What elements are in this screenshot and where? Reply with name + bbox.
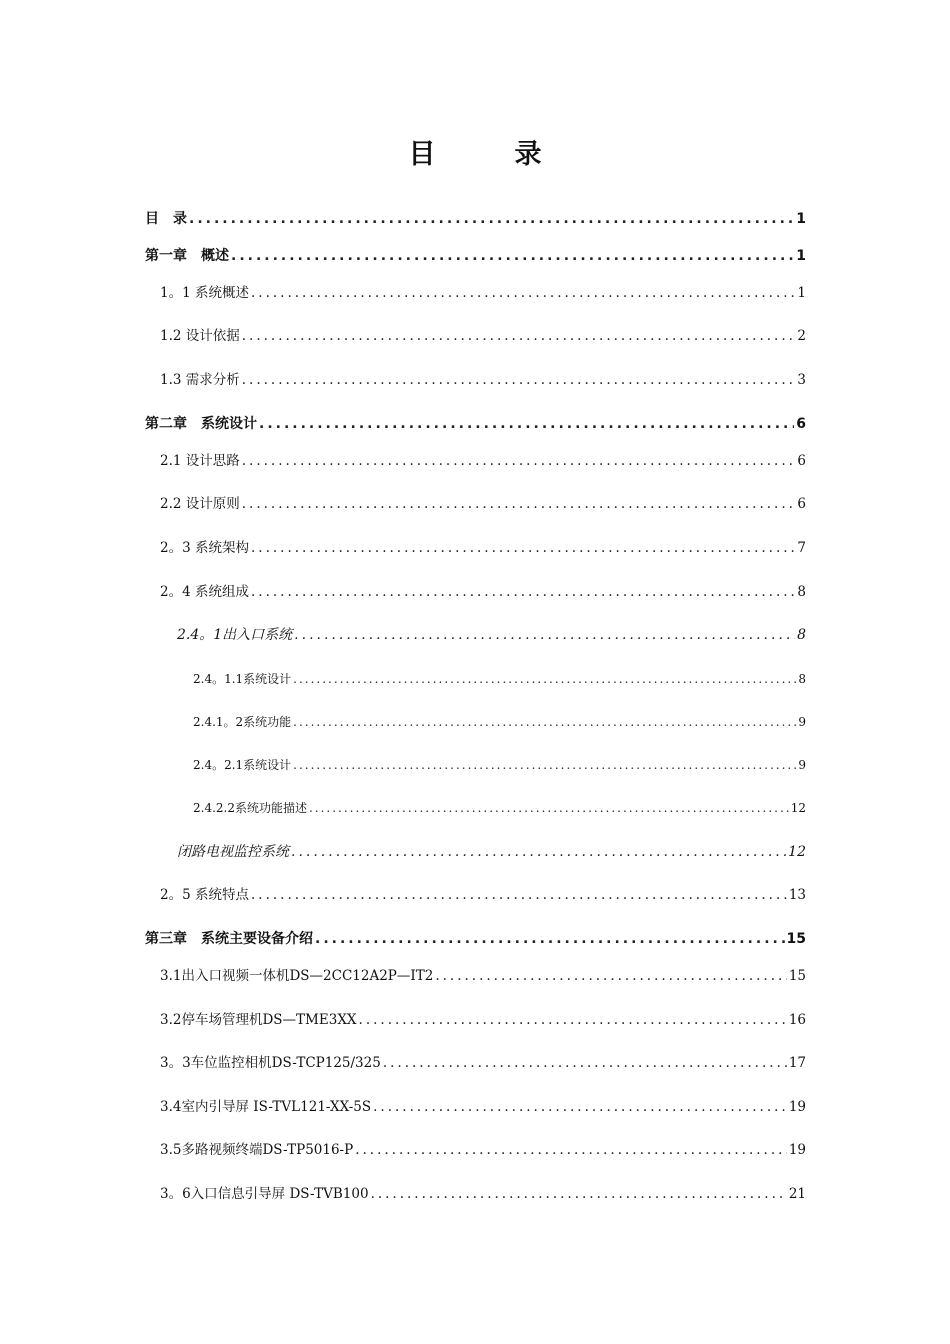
toc-entry-page: 15	[786, 931, 806, 947]
toc-entry-label: 2.1 设计思路	[160, 453, 240, 469]
toc-entry-page: 19	[788, 1142, 806, 1158]
toc-entry[interactable]	[160, 964, 806, 988]
toc-entry-label: 2.4。2.1系统设计	[193, 758, 292, 772]
toc-entry[interactable]	[160, 536, 806, 560]
toc-entry-page: 9	[798, 758, 806, 772]
toc-entry-page: 12	[790, 801, 806, 815]
toc-entry-page: 8	[797, 627, 806, 643]
toc-leader-dots	[242, 449, 796, 473]
toc-leader-dots	[293, 710, 796, 734]
toc-leader-dots	[251, 883, 787, 907]
toc-entry[interactable]	[145, 927, 806, 951]
toc-entry[interactable]	[177, 840, 806, 864]
toc-leader-dots	[189, 207, 794, 231]
toc-entry-label: 3.5多路视频终端DS-TP5016-P	[160, 1142, 354, 1158]
toc-entry-label: 3。6入口信息引导屏 DS-TVB100	[160, 1186, 369, 1202]
toc-leader-dots	[359, 1008, 787, 1032]
toc-leader-dots	[315, 927, 785, 951]
toc-entry-page: 21	[788, 1186, 806, 1202]
toc-entry-page: 12	[788, 844, 806, 860]
toc-entry[interactable]	[145, 244, 806, 268]
toc-entry-page: 13	[788, 887, 806, 903]
toc-leader-dots	[251, 281, 795, 305]
toc-entry-page: 17	[788, 1055, 806, 1071]
toc-entry-page: 6	[796, 416, 806, 432]
toc-entry-page: 19	[788, 1099, 806, 1115]
toc-entry[interactable]	[160, 1008, 806, 1032]
toc-leader-dots	[291, 840, 786, 864]
toc-entry-label: 3.4室内引导屏 IS-TVL121-XX-5S	[160, 1099, 372, 1115]
toc-leader-dots	[242, 324, 796, 348]
toc-entry[interactable]	[160, 580, 806, 604]
toc-entry-page: 7	[797, 540, 806, 556]
toc-entry-label: 3。3车位监控相机DS-TCP125/325	[160, 1055, 381, 1071]
toc-entry-label: 2.4.1。2系统功能	[193, 715, 292, 729]
toc-entry[interactable]	[160, 281, 806, 305]
toc-entry-page: 8	[798, 672, 806, 686]
toc-entry[interactable]	[193, 667, 806, 691]
toc-entry[interactable]	[160, 449, 806, 473]
toc-leader-dots	[231, 244, 794, 268]
toc-leader-dots	[309, 796, 789, 820]
toc-entry-label: 2。5 系统特点	[160, 887, 249, 903]
toc-entry-label: 目 录	[145, 211, 187, 227]
toc-entry[interactable]	[160, 883, 806, 907]
toc-leader-dots	[383, 1051, 787, 1075]
toc-entry-page: 2	[797, 328, 806, 344]
toc-entry-page: 1	[796, 211, 806, 227]
toc-entry-label: 第一章 概述	[145, 248, 229, 264]
toc-entry-page: 3	[797, 372, 806, 388]
toc-entry-label: 2。4 系统组成	[160, 584, 249, 600]
toc-entry[interactable]	[193, 753, 806, 777]
page-title: 目 录	[408, 139, 568, 170]
toc-entry-page: 1	[796, 248, 806, 264]
toc-leader-dots	[259, 412, 794, 436]
toc-entry[interactable]	[145, 412, 806, 436]
toc-entry[interactable]	[160, 1095, 806, 1119]
toc-entry-label: 1.2 设计依据	[160, 328, 240, 344]
toc-entry-page: 1	[797, 285, 806, 301]
toc-entry-label: 2.2 设计原则	[160, 496, 240, 512]
toc-entry-label: 3.2停车场管理机DS—TME3XX	[160, 1012, 357, 1028]
toc-entry-label: 1。1 系统概述	[160, 285, 249, 301]
toc-entry[interactable]	[160, 324, 806, 348]
toc-entry-label: 3.1出入口视频一体机DS—2CC12A2P—IT2	[160, 968, 434, 984]
toc-entry-page: 16	[788, 1012, 806, 1028]
toc-entry[interactable]	[145, 207, 806, 231]
toc-leader-dots	[355, 1138, 787, 1162]
toc-entry-label: 2.4。1出入口系统	[177, 627, 293, 643]
toc-entry-page: 9	[798, 715, 806, 729]
toc-entry[interactable]	[193, 710, 806, 734]
toc-entry-page: 15	[788, 968, 806, 984]
toc-entry-label: 2。3 系统架构	[160, 540, 249, 556]
toc-entry-label: 2.4。1.1系统设计	[193, 672, 292, 686]
toc-entry[interactable]	[160, 368, 806, 392]
toc-entry[interactable]	[160, 1182, 806, 1206]
toc-entry[interactable]	[160, 1051, 806, 1075]
toc-entry[interactable]	[177, 623, 806, 647]
toc-leader-dots	[242, 368, 796, 392]
toc-entry[interactable]	[160, 1138, 806, 1162]
toc-entry-page: 8	[797, 584, 806, 600]
toc-leader-dots	[371, 1182, 787, 1206]
toc-entry-page: 6	[797, 453, 806, 469]
toc-entry-label: 第三章 系统主要设备介绍	[145, 931, 313, 947]
toc-leader-dots	[373, 1095, 787, 1119]
toc-leader-dots	[293, 753, 796, 777]
toc-entry[interactable]	[160, 492, 806, 516]
toc-leader-dots	[251, 580, 795, 604]
toc-entry-label: 2.4.2.2系统功能描述	[193, 801, 307, 815]
toc-leader-dots	[294, 623, 795, 647]
toc-entry-label: 闭路电视监控系统	[177, 844, 289, 860]
toc-entry[interactable]	[193, 796, 806, 820]
toc-leader-dots	[435, 964, 786, 988]
toc-entry-label: 第二章 系统设计	[145, 416, 257, 432]
toc-entry-page: 6	[797, 496, 806, 512]
toc-leader-dots	[251, 536, 795, 560]
toc-leader-dots	[293, 667, 796, 691]
toc-entry-label: 1.3 需求分析	[160, 372, 240, 388]
toc-leader-dots	[242, 492, 796, 516]
